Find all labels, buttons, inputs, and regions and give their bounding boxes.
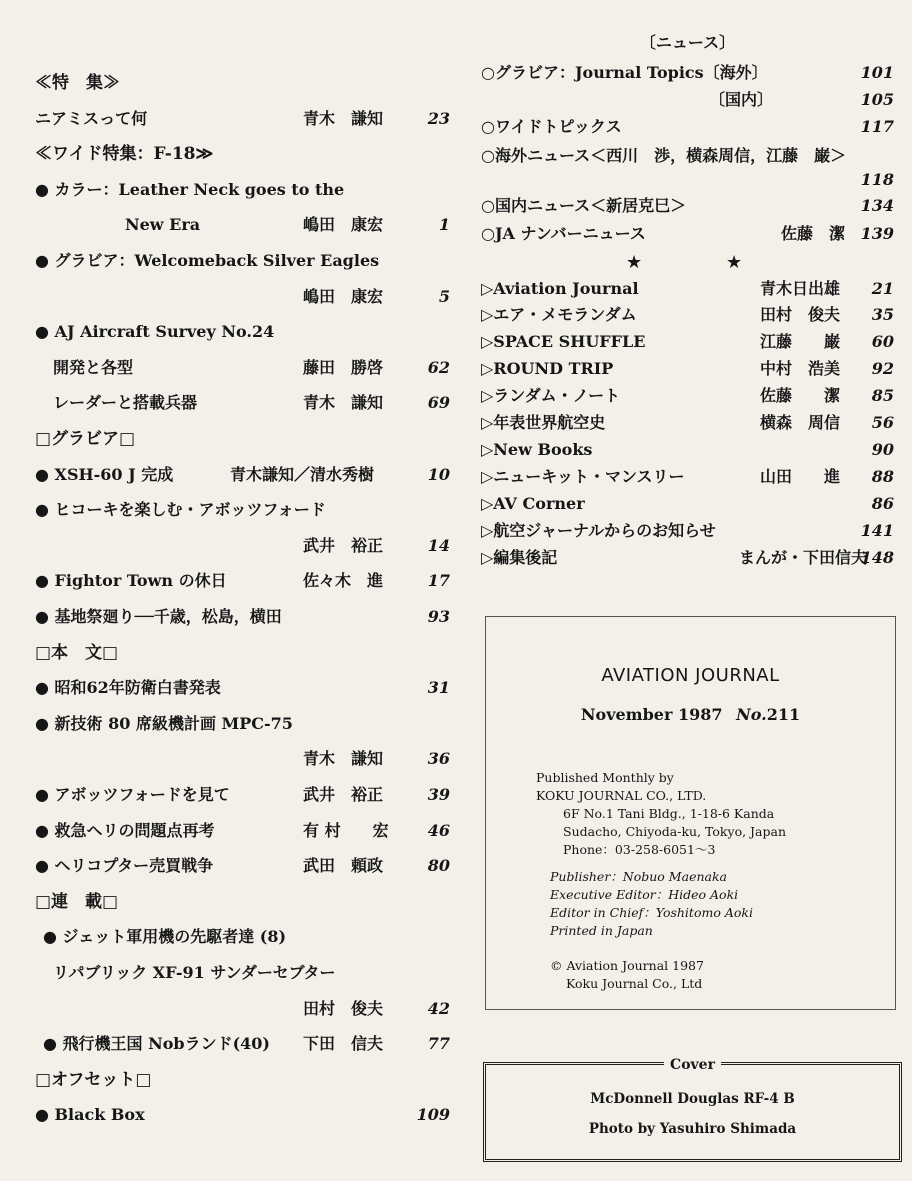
contents-entry xyxy=(35,462,450,488)
entry-title: リパブリック XF-91 サンダーセブター xyxy=(53,963,336,982)
entry-title: ○海外ニュース＜西川 渉，横森周信，江藤 巌＞ xyxy=(481,146,847,165)
entry-page-number: 46 xyxy=(427,820,450,840)
contents-entry xyxy=(35,248,450,274)
entry-title: ● Black Box xyxy=(35,1105,145,1125)
contents-entry xyxy=(35,212,450,238)
contents-entry xyxy=(35,284,450,310)
entry-title: ● AJ Aircraft Survey No.24 xyxy=(35,322,275,342)
contents-entry xyxy=(35,177,450,203)
entry-author: 青木 謙知 xyxy=(303,108,384,128)
entry-author: 佐藤 潔 xyxy=(760,386,841,405)
entry-title: ▷ニューキット・マンスリー xyxy=(481,467,685,486)
entry-title: ▷AV Corner xyxy=(481,494,585,513)
entry-author: 青木日出雄 xyxy=(760,279,841,298)
contents-entry xyxy=(35,675,450,701)
entry-title: ○グラビア：Journal Topics〔海外〕 xyxy=(481,63,768,82)
entry-title: ● アボッツフォードを見て xyxy=(35,785,230,804)
entry-author: 武田 頼政 xyxy=(303,856,384,876)
section-heading xyxy=(35,1067,450,1093)
publisher-line-5: Phone：03-258-6051～3 xyxy=(563,842,716,857)
entry-page-number: 109 xyxy=(416,1105,450,1125)
entry-page-number: 117 xyxy=(860,117,894,136)
entry-page-number: 1 xyxy=(438,215,450,235)
contents-entry xyxy=(35,996,450,1022)
entry-title: 〔国内〕 xyxy=(709,90,774,109)
entry-title: ● グラビア：Welcomeback Silver Eagles xyxy=(35,251,380,270)
entry-page-number: 69 xyxy=(427,393,450,413)
staff-editor-in-chief: Editor in Chief：Yoshitomo Aoki xyxy=(550,905,753,920)
contents-entry xyxy=(481,193,894,219)
cover-aircraft: McDonnell Douglas RF-4 B xyxy=(590,1091,795,1107)
entry-page-number: 14 xyxy=(427,535,450,555)
entry-author: 佐々木 進 xyxy=(303,571,384,591)
entry-page-number: 105 xyxy=(860,90,894,109)
entry-title: ● ジェット軍用機の先駆者達 (8) xyxy=(43,927,287,947)
cover-photo-credit: Photo by Yasuhiro Shimada xyxy=(588,1121,797,1137)
entry-author: 嶋田 康宏 xyxy=(303,286,384,306)
contents-entry xyxy=(481,221,894,247)
contents-entry xyxy=(481,410,894,436)
entry-author: 下田 信夫 xyxy=(303,1034,384,1054)
publisher-line-3: 6F No.1 Tani Bldg., 1-18-6 Kanda xyxy=(563,806,775,821)
entry-page-number: 118 xyxy=(860,170,894,189)
section-heading xyxy=(35,70,450,96)
copyright-line-1: © Aviation Journal 1987 xyxy=(550,958,704,973)
contents-entry xyxy=(35,106,450,132)
contents-entry xyxy=(481,437,894,463)
entry-author: まんが・下田信夫 xyxy=(739,548,868,567)
entry-author: 田村 俊夫 xyxy=(760,305,841,324)
section-heading-text: □オフセット□ xyxy=(35,1069,152,1090)
entry-title: ▷エア・メモランダム xyxy=(481,305,637,324)
contents-entry xyxy=(481,464,894,490)
section-heading xyxy=(35,426,450,452)
entry-author: 横森 周信 xyxy=(760,413,841,432)
contents-entry xyxy=(35,390,450,416)
entry-title: ● ヒコーキを楽しむ・アボッツフォード xyxy=(35,500,326,520)
contents-entry xyxy=(35,355,450,381)
entry-author: 藤田 勝啓 xyxy=(303,357,384,377)
entry-title: ● XSH-60 J 完成 xyxy=(35,464,174,484)
entry-author: 武井 裕正 xyxy=(303,535,384,555)
entry-author: 青木謙知／清水秀樹 xyxy=(230,464,375,484)
publisher-line-4: Sudacho, Chiyoda-ku, Tokyo, Japan xyxy=(563,824,787,839)
entry-page-number: 148 xyxy=(860,548,894,567)
staff-printed: Printed in Japan xyxy=(550,923,653,938)
contents-entry xyxy=(481,329,894,355)
entry-page-number: 101 xyxy=(860,63,894,82)
entry-page-number: 62 xyxy=(427,357,450,377)
entry-page-number: 10 xyxy=(427,464,450,484)
publisher-line-2: KOKU JOURNAL CO., LTD. xyxy=(536,788,707,803)
staff-publisher: Publisher：Nobuo Maenaka xyxy=(550,869,727,884)
entry-title: ▷Aviation Journal xyxy=(481,279,639,298)
contents-entry xyxy=(481,383,894,409)
copyright-line-2: Koku Journal Co., Ltd xyxy=(566,976,703,991)
entry-title: ● 新技術 80 席級機計画 MPC-75 xyxy=(35,713,293,733)
entry-page-number: 77 xyxy=(427,1034,450,1054)
entry-title: ▷New Books xyxy=(481,440,593,459)
contents-entry xyxy=(481,60,894,86)
entry-page-number: 93 xyxy=(427,607,450,626)
entry-page-number: 90 xyxy=(871,440,894,459)
entry-author: 江藤 巌 xyxy=(760,332,841,351)
issue-number: 211 xyxy=(766,705,801,724)
entry-page-number: 36 xyxy=(427,749,450,769)
magazine-title: AVIATION JOURNAL xyxy=(601,665,780,686)
entry-page-number: 92 xyxy=(871,359,894,378)
entry-page-number: 60 xyxy=(871,332,894,351)
contents-entry xyxy=(35,746,450,772)
contents-entry xyxy=(481,302,894,328)
entry-title: ● 救急ヘリの問題点再考 xyxy=(35,820,215,840)
entry-author: 青木 謙知 xyxy=(303,393,384,413)
entry-page-number: 23 xyxy=(427,108,450,128)
news-heading xyxy=(481,30,894,56)
cover-label: Cover xyxy=(664,1057,721,1073)
section-heading xyxy=(35,640,450,666)
entry-title: ○ワイドトピックス xyxy=(481,117,622,136)
entry-page-number: 17 xyxy=(427,571,450,591)
staff-executive-editor: Executive Editor：Hideo Aoki xyxy=(550,887,739,902)
news-heading-text: 〔ニュース〕 xyxy=(639,33,736,52)
entry-title: ● Fightor Town の休日 xyxy=(35,571,227,591)
entry-page-number: 134 xyxy=(860,196,894,215)
entry-title: ● 基地祭廻り──千歳，松島，横田 xyxy=(35,607,282,626)
section-heading-text: □グラビア□ xyxy=(35,429,136,449)
entry-title: ● カラー：Leather Neck goes to the xyxy=(35,179,345,199)
contents-entry xyxy=(35,960,450,986)
entry-title: ▷年表世界航空史 xyxy=(481,413,606,432)
contents-entry xyxy=(481,518,894,544)
section-heading-text: ≪特 集≫ xyxy=(35,73,120,93)
entry-author: 田村 俊夫 xyxy=(303,998,384,1018)
contents-entry xyxy=(481,143,894,169)
separator-star: ★ xyxy=(626,252,643,273)
section-heading-text: ≪ワイド特集：F-18≫ xyxy=(35,144,214,165)
entry-title: ▷SPACE SHUFFLE xyxy=(481,332,646,351)
entry-author: 中村 浩美 xyxy=(760,359,841,378)
contents-entry xyxy=(35,818,450,844)
contents-entry xyxy=(481,167,894,193)
entry-title: ▷ROUND TRIP xyxy=(481,359,614,378)
entry-title: ○国内ニュース＜新居克巳＞ xyxy=(481,196,687,215)
contents-entry xyxy=(481,545,894,571)
section-heading-text: □連 載□ xyxy=(35,891,119,912)
entry-author: 嶋田 康宏 xyxy=(303,215,384,235)
entry-page-number: 141 xyxy=(860,521,894,540)
entry-title: ● ヘリコプター売買戦争 xyxy=(35,856,214,876)
contents-entry xyxy=(481,356,894,382)
section-heading xyxy=(35,141,450,167)
contents-entry xyxy=(35,1102,450,1128)
entry-page-number: 35 xyxy=(871,305,894,324)
entry-page-number: 86 xyxy=(871,494,894,513)
separator-star: ★ xyxy=(726,252,743,273)
contents-entry xyxy=(35,604,450,630)
contents-entry xyxy=(35,782,450,808)
entry-author: 山田 進 xyxy=(760,467,841,486)
contents-entry xyxy=(35,533,450,559)
section-heading xyxy=(35,889,450,915)
entry-page-number: 42 xyxy=(427,998,450,1018)
entry-author: 青木 謙知 xyxy=(303,749,384,769)
contents-entry xyxy=(35,319,450,345)
issue-no-label: No. xyxy=(736,705,767,724)
entry-page-number: 31 xyxy=(427,678,450,698)
cover-credit-box xyxy=(483,1057,902,1162)
contents-entry xyxy=(35,497,450,523)
entry-page-number: 21 xyxy=(871,279,894,298)
publisher-line-1: Published Monthly by xyxy=(536,770,674,785)
contents-entry xyxy=(35,924,450,950)
contents-entry xyxy=(35,568,450,594)
entry-page-number: 39 xyxy=(427,785,450,804)
issue-date: November 1987 xyxy=(580,705,723,724)
contents-entry xyxy=(481,114,894,140)
entry-title: ▷航空ジャーナルからのお知らせ xyxy=(481,521,716,540)
contents-entry xyxy=(481,491,894,517)
entry-author: 武井 裕正 xyxy=(303,785,384,804)
entry-title: ● 飛行機王国 Nobランド(40) xyxy=(43,1034,270,1054)
publication-info-box xyxy=(485,616,896,1010)
entry-title: New Era xyxy=(125,215,201,235)
section-heading-text: □本 文□ xyxy=(35,642,119,663)
entry-page-number: 88 xyxy=(871,467,894,486)
contents-entry xyxy=(35,711,450,737)
entry-page-number: 56 xyxy=(871,413,894,432)
contents-entry xyxy=(35,853,450,879)
contents-entry xyxy=(481,276,894,302)
issue-line xyxy=(486,705,895,724)
entry-page-number: 5 xyxy=(438,286,450,306)
entry-page-number: 85 xyxy=(871,386,894,405)
entry-title: ● 昭和62年防衛白書発表 xyxy=(35,678,221,698)
entry-author: 有 村 宏 xyxy=(303,820,389,840)
entry-page-number: 139 xyxy=(860,224,894,243)
entry-page-number: 80 xyxy=(427,856,450,876)
entry-title: レーダーと搭載兵器 xyxy=(53,393,198,413)
contents-entry xyxy=(481,87,894,113)
entry-title: ▷ランダム・ノート xyxy=(481,386,621,405)
entry-title: ニアミスって何 xyxy=(35,108,148,128)
contents-entry xyxy=(35,1031,450,1057)
entry-title: ▷編集後記 xyxy=(481,548,558,567)
entry-author: 佐藤 潔 xyxy=(781,224,846,243)
entry-title: ○JA ナンバーニュース xyxy=(481,224,646,243)
entry-title: 開発と各型 xyxy=(53,357,134,377)
